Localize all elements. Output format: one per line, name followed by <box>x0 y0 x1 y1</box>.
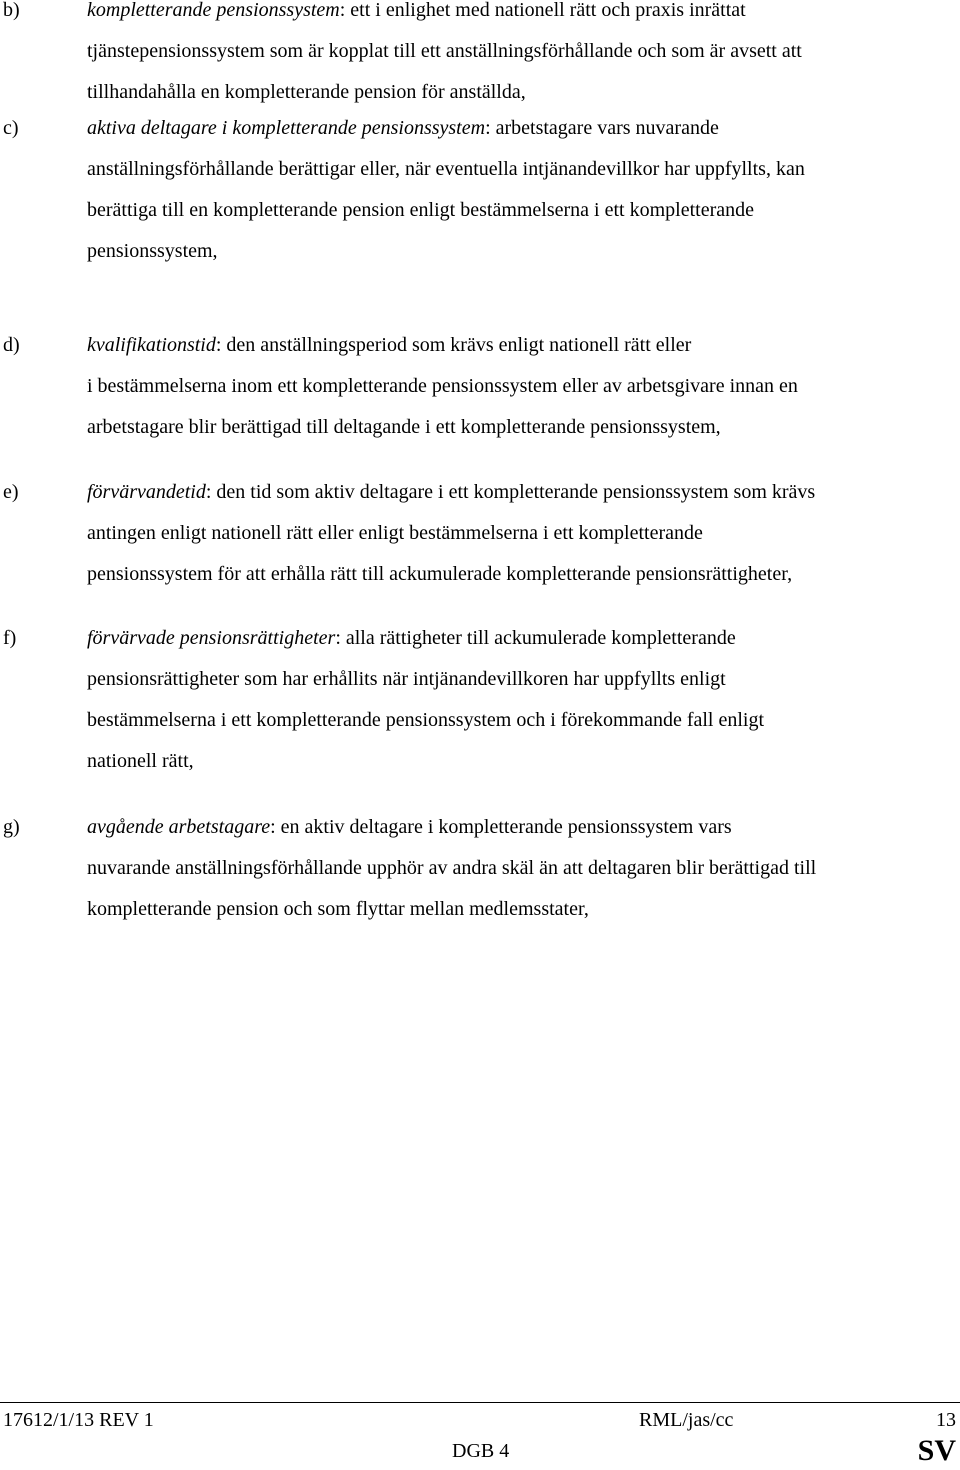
item-line: berättiga till en kompletterande pension enligt bestämmelserna i ett kompletterande <box>87 199 755 221</box>
item-letter: g) <box>3 816 20 838</box>
item-line: pensionssystem för att erhålla rätt till ackumulerade kompletterande pensionsrättigheter, <box>87 563 793 585</box>
item-text <box>87 0 957 113</box>
item-line: kvalifikationstid: den anställningsperiod som krävs enligt nationell rätt eller <box>87 334 692 356</box>
item-line: i bestämmelserna inom ett kompletterande pensionssystem eller av arbetsgivare innan en <box>87 375 798 397</box>
defined-term: avgående arbetstagare <box>87 816 271 838</box>
defined-term: aktiva deltagare i kompletterande pensionssystem <box>87 117 486 139</box>
item-line: anställningsförhållande berättigar eller, när eventuella intjänandevillkor har uppfyllts, kan <box>87 158 805 180</box>
item-letter: d) <box>3 334 20 356</box>
item-letter: f) <box>3 627 17 649</box>
item-text <box>87 108 957 272</box>
item-line: nationell rätt, <box>87 750 194 772</box>
item-line: pensionsrättigheter som har erhållits när intjänandevillkoren har uppfyllts enligt <box>87 668 726 690</box>
defined-term: kompletterande pensionssystem <box>87 0 340 21</box>
author-reference: RML/jas/cc <box>639 1409 734 1431</box>
item-line: förvärvandetid: den tid som aktiv deltagare i ett kompletterande pensionssystem som krävs <box>87 481 816 503</box>
item-line: tillhandahålla en kompletterande pension för anställda, <box>87 81 526 103</box>
item-text <box>87 618 957 782</box>
defined-term: kvalifikationstid <box>87 334 216 356</box>
item-line: bestämmelserna i ett kompletterande pensionssystem och i förekommande fall enligt <box>87 709 765 731</box>
item-text <box>87 325 957 448</box>
item-text <box>87 807 957 930</box>
item-line: kompletterande pension och som flyttar mellan medlemsstater, <box>87 898 589 920</box>
item-line: aktiva deltagare i kompletterande pensionssystem: arbetstagare vars nuvarande <box>87 117 719 139</box>
item-line: pensionssystem, <box>87 240 218 262</box>
item-line: nuvarande anställningsförhållande upphör av andra skäl än att deltagaren blir berättigad till <box>87 857 817 879</box>
item-line: arbetstagare blir berättigad till deltagande i ett kompletterande pensionssystem, <box>87 416 721 438</box>
item-line: förvärvade pensionsrättigheter: alla rättigheter till ackumulerade kompletterande <box>87 627 736 649</box>
defined-term: förvärvade pensionsrättigheter <box>87 627 336 649</box>
item-line: tjänstepensionssystem som är kopplat till ett anställningsförhållande och som är avsett att <box>87 40 802 62</box>
item-text <box>87 472 957 595</box>
document-reference: 17612/1/13 REV 1 <box>3 1409 154 1431</box>
language-code: SV <box>917 1434 956 1467</box>
page-number: 13 <box>936 1409 956 1431</box>
item-letter: e) <box>3 481 19 503</box>
item-line: antingen enligt nationell rätt eller enligt bestämmelserna i ett kompletterande <box>87 522 703 544</box>
footer-divider <box>0 1402 960 1403</box>
item-letter: b) <box>3 0 20 21</box>
directorate-code: DGB 4 <box>452 1440 510 1462</box>
item-letter: c) <box>3 117 19 139</box>
item-line: avgående arbetstagare: en aktiv deltagare i kompletterande pensionssystem vars <box>87 816 732 838</box>
defined-term: förvärvandetid <box>87 481 206 503</box>
item-line: kompletterande pensionssystem: ett i enlighet med nationell rätt och praxis inrättat <box>87 0 746 21</box>
